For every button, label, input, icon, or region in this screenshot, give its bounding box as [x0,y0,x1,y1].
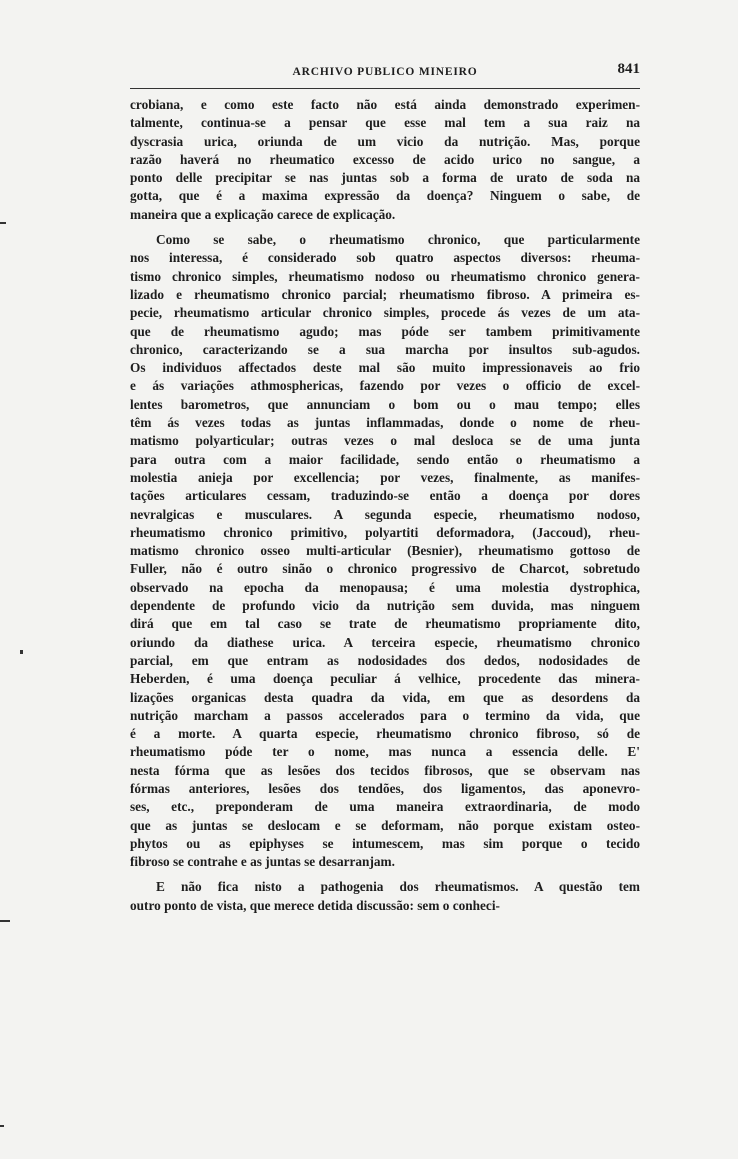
margin-mark [0,1125,4,1127]
text-line: rheumatismo póde ter o nome, mas nunca a essencia delle. E' [130,744,640,760]
text-line: nutrição marcham a passos accelerados para o termino da vida, que [130,707,640,723]
text-line: fibroso se contrahe e as juntas se desarranjam. [130,854,395,870]
text-line: dirá que em tal caso se trate de rheumatismo propriamente dito, [130,616,640,632]
text-line: Como se sabe, o rheumatismo chronico, que particularmente [156,232,640,248]
text-line: molestia anieja por excellencia; por vezes, finalmente, as manifes- [130,469,640,485]
text-line: tismo chronico simples, rheumatismo nodoso ou rheumatismo chronico genera- [130,268,640,284]
text-line: outro ponto de vista, que merece detida discussão: sem o conheci- [130,897,500,913]
text-line: matismo polyarticular; outras vezes o mal desloca se de uma junta [130,433,640,449]
text-line: é a morte. A quarta especie, rheumatismo chronico fibroso, só de [130,726,640,742]
text-line: que as juntas se deslocam e se deformam, não porque existam osteo- [130,817,640,833]
text-line: chronico, caracterizando se a sua marcha por insultos sub-agudos. [130,341,640,357]
text-line: E não fica nisto a pathogenia dos rheumatismos. A questão tem [156,879,640,895]
text-line: que de rheumatismo agudo; mas póde ser tambem primitivamente [130,323,640,339]
text-line: observado na epocha da menopausa; é uma molestia dystrophica, [130,579,640,595]
text-line: maneira que a explicação carece de explicação. [130,206,396,222]
paragraph-gap [130,224,640,231]
margin-mark [0,920,10,922]
paragraph [130,231,640,871]
text-line: lentes barometros, que annunciam o bom ou o mau tempo; elles [130,396,640,412]
page-header [130,60,640,82]
page-number: 841 [617,61,640,77]
text-line: lizações organicas desta quadra da vida, em que as desordens da [130,689,640,705]
text-line: lizado e rheumatismo chronico parcial; rheumatismo fibroso. A primeira es- [130,286,640,302]
text-line: oriundo da diathese urica. A terceira especie, rheumatismo chronico [130,634,640,650]
text-line: tações articulares cessam, traduzindo-se então a doença por dores [130,488,640,504]
text-line: nos interessa, é considerado sob quatro aspectos diversos: rheuma- [130,250,640,266]
header-rule [130,88,640,89]
text-line: gotta, que é a maxima expressão da doença? Ninguem o sabe, de [130,188,640,204]
running-head: ARCHIVO PUBLICO MINEIRO [292,66,478,78]
text-line: matismo chronico osseo multi-articular (Besnier), rheumatismo gottoso de [130,543,640,559]
text-line: nesta fórma que as lesões dos tecidos fibrosos, que se observam nas [130,762,640,778]
text-line: phytos ou as epiphyses se intumescem, mas sim porque o tecido [130,835,640,851]
text-line: parcial, em que entram as nodosidades dos dedos, nodosidades de [130,652,640,668]
text-line: nevralgicas e musculares. A segunda especie, rheumatismo nodoso, [130,506,640,522]
text-line: para outra com a maior facilidade, sendo então o rheumatismo a [130,451,640,467]
text-line: ponto delle precipitar se nas juntas sob a forma de urato de soda na [130,170,640,186]
paragraph [130,96,640,224]
text-line: ses, etc., preponderam de uma maneira extraordinaria, de modo [130,799,640,815]
text-line: talmente, continua-se a pensar que esse mal tem a sua raiz na [130,115,640,131]
text-line: Heberden, é uma doença peculiar á velhice, procedente das minera- [130,671,640,687]
text-line: razão haverá no rheumatico excesso de acido urico no sangue, a [130,151,640,167]
text-line: pecie, rheumatismo articular chronico simples, procede ás vezes de um ata- [130,305,640,321]
text-line: têm ás vezes todas as juntas inflammadas, donde o nome de rheu- [130,415,640,431]
text-line: rheumatismo chronico primitivo, polyartiti deformadora, (Jaccoud), rheu- [130,524,640,540]
text-line: fórmas anteriores, lesões dos tendões, dos ligamentos, das aponevro- [130,780,640,796]
margin-mark [0,222,6,224]
paragraph-gap [130,871,640,878]
text-line: dyscrasia urica, oriunda de um vicio da nutrição. Mas, porque [130,133,640,149]
margin-mark [20,650,23,654]
body-text [130,96,640,915]
text-line: e ás variações athmosphericas, fazendo por vezes o officio de excel- [130,378,640,394]
text-line: Fuller, não é outro sinão o chronico progressivo de Charcot, sobretudo [130,561,640,577]
text-line: dependente de profundo vicio da nutrição sem duvida, mas ninguem [130,598,640,614]
text-line: crobiana, e como este facto não está ainda demonstrado experimen- [130,97,640,112]
text-line: Os individuos affectados deste mal são muito impressionaveis ao frio [130,360,640,376]
paragraph [130,878,640,915]
